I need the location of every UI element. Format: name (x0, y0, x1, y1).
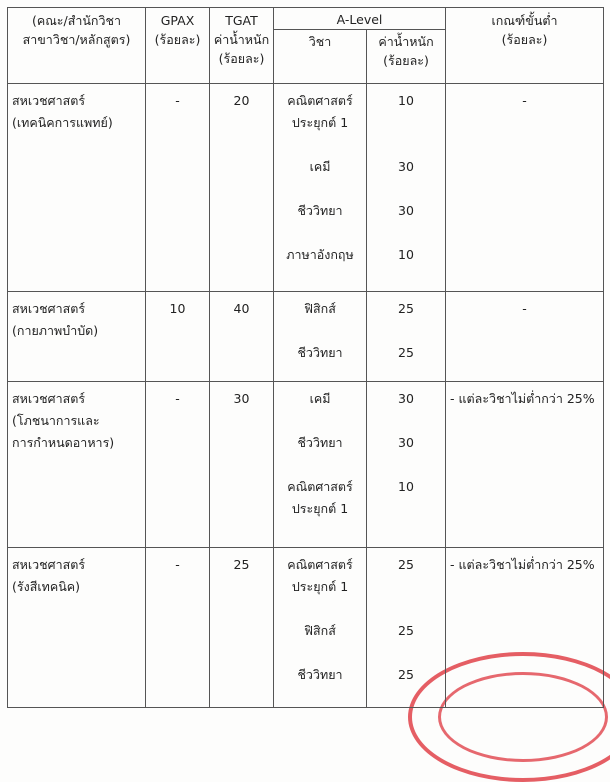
faculty-line: การกำหนดอาหาร) (12, 435, 115, 450)
table-row (8, 84, 604, 292)
cell-gpax: - (146, 382, 210, 548)
subject-name: คณิตศาสตร์ ประยุกต์ 1 (287, 93, 353, 130)
cell-gpax: - (146, 548, 210, 708)
subject-weight: 25 (398, 667, 414, 682)
faculty-line: (รังสีเทคนิค) (12, 579, 80, 594)
faculty-line: (โภชนาการและ (12, 413, 100, 428)
subject-weight: 30 (398, 435, 414, 450)
subject-weight: 25 (398, 301, 414, 316)
header-subject: วิชา (274, 30, 367, 84)
subject-name: ชีววิทยา (297, 435, 343, 450)
faculty-line: สหเวชศาสตร์ (12, 301, 86, 316)
cell-weights (367, 84, 446, 292)
subject-weight: 25 (398, 623, 414, 638)
header-faculty: (คณะ/สำนักวิชา สาขาวิชา/หลักสูตร) (8, 8, 146, 84)
faculty-line: สหเวชศาสตร์ (12, 93, 86, 108)
subject-name: เคมี (309, 391, 331, 406)
cell-tgat: 25 (210, 548, 274, 708)
cell-criteria: - (446, 292, 604, 382)
table-row (8, 292, 604, 382)
cell-weights (367, 382, 446, 548)
subject-weight: 25 (398, 345, 414, 360)
cell-tgat: 30 (210, 382, 274, 548)
subject-name: ฟิสิกส์ (304, 623, 336, 638)
cell-subjects (274, 292, 367, 382)
cell-faculty (8, 84, 146, 292)
subject-name: ชีววิทยา (297, 203, 343, 218)
cell-criteria: - แต่ละวิชาไม่ต่ำกว่า 25% (446, 382, 604, 548)
subject-weight: 10 (398, 479, 414, 494)
header-gpax: GPAX (ร้อยละ) (146, 8, 210, 84)
header-weight: ค่าน้ำหนัก (ร้อยละ) (367, 30, 446, 84)
subject-name: คณิตศาสตร์ ประยุกต์ 1 (287, 557, 353, 594)
table-body (8, 84, 604, 708)
cell-gpax: 10 (146, 292, 210, 382)
subject-weight: 25 (398, 557, 414, 572)
subject-name: ภาษาอังกฤษ (286, 247, 354, 262)
subject-name: เคมี (309, 159, 331, 174)
cell-faculty (8, 382, 146, 548)
subject-weight: 30 (398, 159, 414, 174)
cell-tgat: 20 (210, 84, 274, 292)
header-tgat: TGAT ค่าน้ำหนัก (ร้อยละ) (210, 8, 274, 84)
cell-tgat: 40 (210, 292, 274, 382)
cell-faculty (8, 292, 146, 382)
table-row (8, 382, 604, 548)
subject-name: คณิตศาสตร์ ประยุกต์ 1 (287, 479, 353, 516)
admission-criteria-table (7, 7, 604, 708)
cell-subjects (274, 382, 367, 548)
subject-weight: 30 (398, 203, 414, 218)
cell-criteria: - (446, 84, 604, 292)
cell-weights (367, 548, 446, 708)
subject-name: ฟิสิกส์ (304, 301, 336, 316)
table-row (8, 548, 604, 708)
subject-weight: 30 (398, 391, 414, 406)
cell-subjects (274, 84, 367, 292)
cell-subjects (274, 548, 367, 708)
cell-faculty (8, 548, 146, 708)
header-alevel: A-Level (274, 8, 446, 30)
faculty-line: สหเวชศาสตร์ (12, 557, 86, 572)
subject-weight: 10 (398, 93, 414, 108)
cell-gpax: - (146, 84, 210, 292)
faculty-line: (เทคนิคการแพทย์) (12, 115, 113, 130)
subject-name: ชีววิทยา (297, 667, 343, 682)
subject-name: ชีววิทยา (297, 345, 343, 360)
faculty-line: สหเวชศาสตร์ (12, 391, 86, 406)
cell-criteria: - แต่ละวิชาไม่ต่ำกว่า 25% (446, 548, 604, 708)
faculty-line: (กายภาพบำบัด) (12, 323, 99, 338)
cell-weights (367, 292, 446, 382)
subject-weight: 10 (398, 247, 414, 262)
header-criteria: เกณฑ์ขั้นต่ำ (ร้อยละ) (446, 8, 604, 84)
